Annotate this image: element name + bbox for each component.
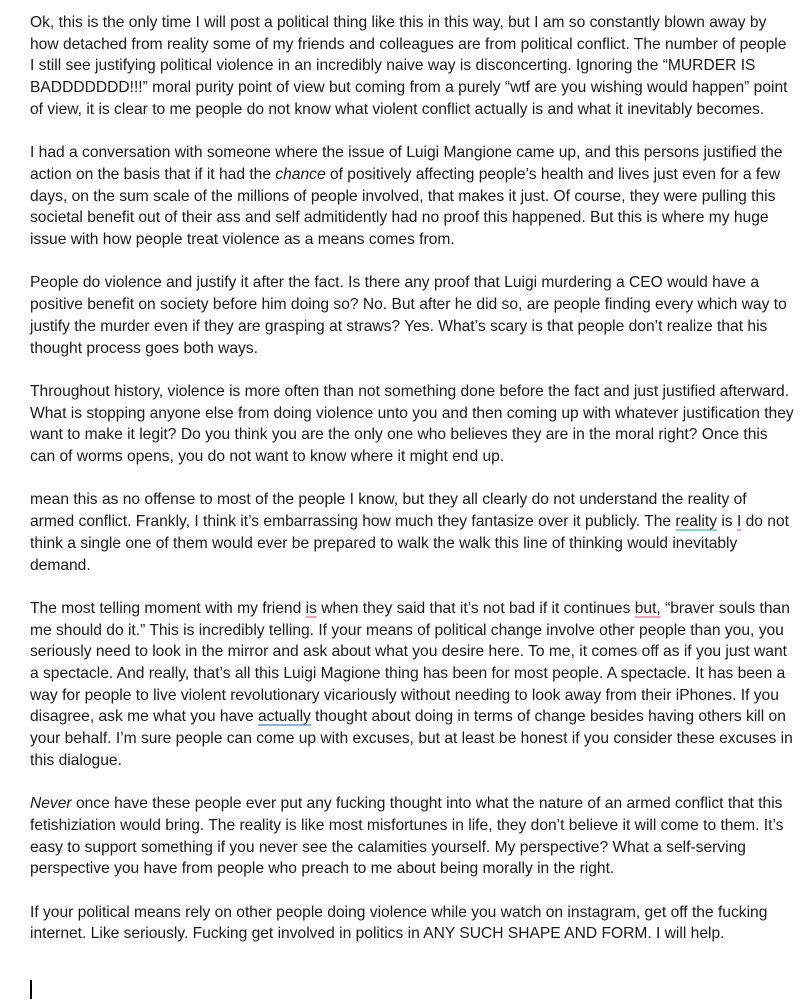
paragraph-7 xyxy=(30,793,795,880)
paragraph-6-text-b: when they said that it’s not bad if it continues xyxy=(316,599,635,617)
paragraph-5-text-mid: is xyxy=(717,513,737,531)
paragraph-7-text-a: once have these people ever put any fucking thought into what the nature of an armed conflict that this fetishiziation would bring. The reality is like most misfortunes in life, they don’t believe it will come to them. It’s easy to support something if you never see the calamities yourself. My perspective? What a self-serving perspective you have from people who preach to me about being morally in the right. xyxy=(30,795,784,878)
paragraph-2-text-a: I had a conversation with someone where the issue of Luigi Mangione came up, and this persons justified the action on the basis that if it had the xyxy=(30,144,783,183)
paragraph-5 xyxy=(30,489,795,576)
paragraph-6-text-d: thought about doing in terms of change besides having others kill on your behalf. I’m sure people can come up with excuses, but at least be honest if you consider these excuses in this dialogue. xyxy=(30,708,793,769)
clarity-suggestion-actually[interactable]: actually xyxy=(257,708,311,726)
paragraph-8: If your political means rely on other people doing violence while you watch on instagram, get off the fucking internet. Like seriously. Fucking get involved in politics in ANY SUCH SHAPE AND FORM. I will help. xyxy=(30,903,768,943)
paragraph-7-emphasis: Never xyxy=(30,795,72,813)
paragraph-6-text-c: “braver souls than me should do it.” This is incredibly telling. If your means of political change involve other people than you, you seriously need to look in the mirror and ask about what you desire here. To me, it comes off as if you just want a spectacle. And really, that’s all this Luigi Magione thing has been for most people. A spectacle. It has been a way for people to live violent revolutionary vicariously without needing to look away from their iPhones. If you disagree, ask me what you have xyxy=(30,599,790,726)
paragraph-3: People do violence and justify it after the fact. Is there any proof that Luigi murdering a CEO would have a positive benefit on society before him doing so? No. But after he did so, are people finding every which way to justify the murder even if they are grasping at straws? Yes. What’s scary is that people don’t realize that his thought process goes both ways. xyxy=(30,274,787,357)
grammar-flag-is[interactable]: is xyxy=(305,599,317,617)
grammar-flag-but[interactable]: but, xyxy=(634,599,661,617)
paragraph-6 xyxy=(30,598,795,772)
paragraph-2-emphasis: chance xyxy=(275,165,326,183)
paragraph-5-text-b: do not think a single one of them would ever be prepared to walk the walk this line of thinking would inevitably demand. xyxy=(30,513,789,574)
document-body[interactable] xyxy=(30,12,795,967)
paragraph-6-text-a: The most telling moment with my friend xyxy=(30,599,306,617)
paragraph-2-text-b: of positively affecting people’s health and lives just even for a few days, on the sum scale of the millions of people involved, that makes it just. Of course, they were pulling this societal benefit out of their ass and self admitidently had no proof this happened. But this is where my huge issue with how people treat violence as a means comes from. xyxy=(30,165,781,249)
paragraph-4: Throughout history, violence is more often than not something done before the fact and just justified afterward. What is stopping anyone else from doing violence unto you and then coming up with whatever justification they want to make it legit? Do you think you are the only one who believes they are in the moral right? Once this can of worms opens, you do not want to know where it might end up. xyxy=(30,382,794,466)
style-suggestion-reality[interactable]: reality xyxy=(675,513,717,531)
spelling-flag-i[interactable]: I xyxy=(736,513,742,531)
paragraph-2 xyxy=(30,142,795,251)
text-cursor xyxy=(30,980,32,999)
paragraph-5-text-a: mean this as no offense to most of the people I know, but they all clearly do not understand the reality of armed conflict. Frankly, I think it’s embarrassing how much they fantasize over it publicly. The xyxy=(30,491,747,531)
paragraph-1: Ok, this is the only time I will post a political thing like this in this way, but I am so constantly blown away by how detached from reality some of my friends and colleagues are from political conflict. The number of people I still see justifying political violence in an incredibly naive way is disconcerting. Ignoring the “MURDER IS BADDDDDDD!!!” moral purity point of view but coming from a purely “wtf are you wishing would happen” point of view, it is clear to me people do not know what violent conflict actually is and what it inevitably becomes. xyxy=(30,14,788,118)
